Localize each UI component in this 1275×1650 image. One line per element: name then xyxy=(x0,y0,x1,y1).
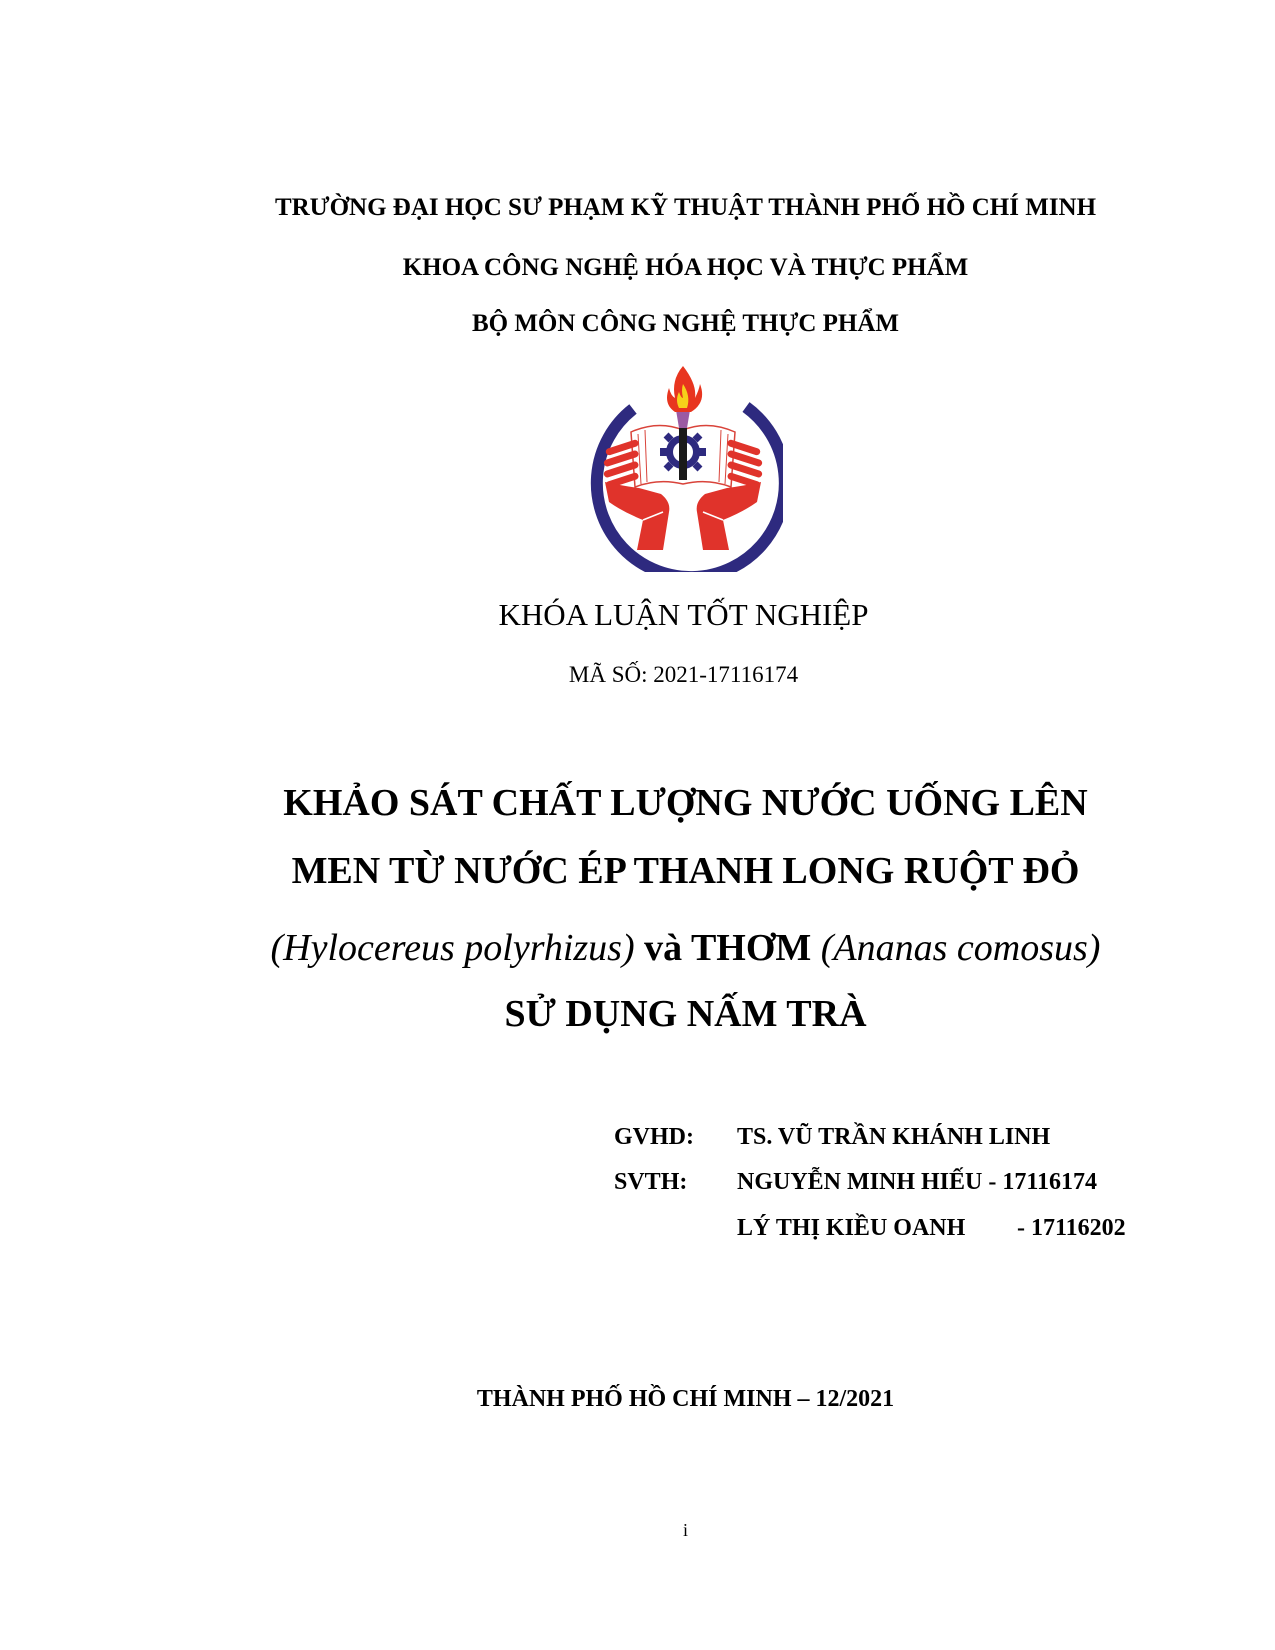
thesis-type: KHÓA LUẬN TỐT NGHIỆP xyxy=(498,597,869,632)
title-line-1: KHẢO SÁT CHẤT LƯỢNG NƯỚC UỐNG LÊN xyxy=(283,782,1088,824)
title-connector: và THƠM xyxy=(634,927,821,969)
department-name: BỘ MÔN CÔNG NGHỆ THỰC PHẨM xyxy=(471,310,900,337)
students-label: SVTH: xyxy=(614,1169,688,1195)
title-line-4: SỬ DỤNG NẤM TRÀ xyxy=(504,993,867,1035)
university-logo-icon xyxy=(583,362,783,572)
student-2-id: - 17116202 xyxy=(1017,1215,1126,1241)
title-line-3 xyxy=(48,929,1275,967)
student-2-name: LÝ THỊ KIỀU OANH xyxy=(737,1215,966,1241)
scientific-name-pineapple: (Ananas comosus) xyxy=(820,927,1101,969)
title-line-2: MEN TỪ NƯỚC ÉP THANH LONG RUỘT ĐỎ xyxy=(291,850,1080,892)
advisor-name: TS. VŨ TRẦN KHÁNH LINH xyxy=(737,1124,1051,1150)
scientific-name-dragon-fruit: (Hylocereus polyrhizus) xyxy=(270,927,635,969)
faculty-name: KHOA CÔNG NGHỆ HÓA HỌC VÀ THỰC PHẨM xyxy=(402,254,969,281)
place-date: THÀNH PHỐ HỒ CHÍ MINH – 12/2021 xyxy=(476,1386,895,1412)
student-1: NGUYỄN MINH HIẾU - 17116174 xyxy=(737,1169,1098,1195)
advisor-label: GVHD: xyxy=(614,1124,694,1150)
university-name: TRƯỜNG ĐẠI HỌC SƯ PHẠM KỸ THUẬT THÀNH PHỐ HỒ CHÍ MINH xyxy=(274,194,1097,221)
page-number: i xyxy=(682,1520,688,1540)
thesis-code: MÃ SỐ: 2021-17116174 xyxy=(568,662,799,687)
